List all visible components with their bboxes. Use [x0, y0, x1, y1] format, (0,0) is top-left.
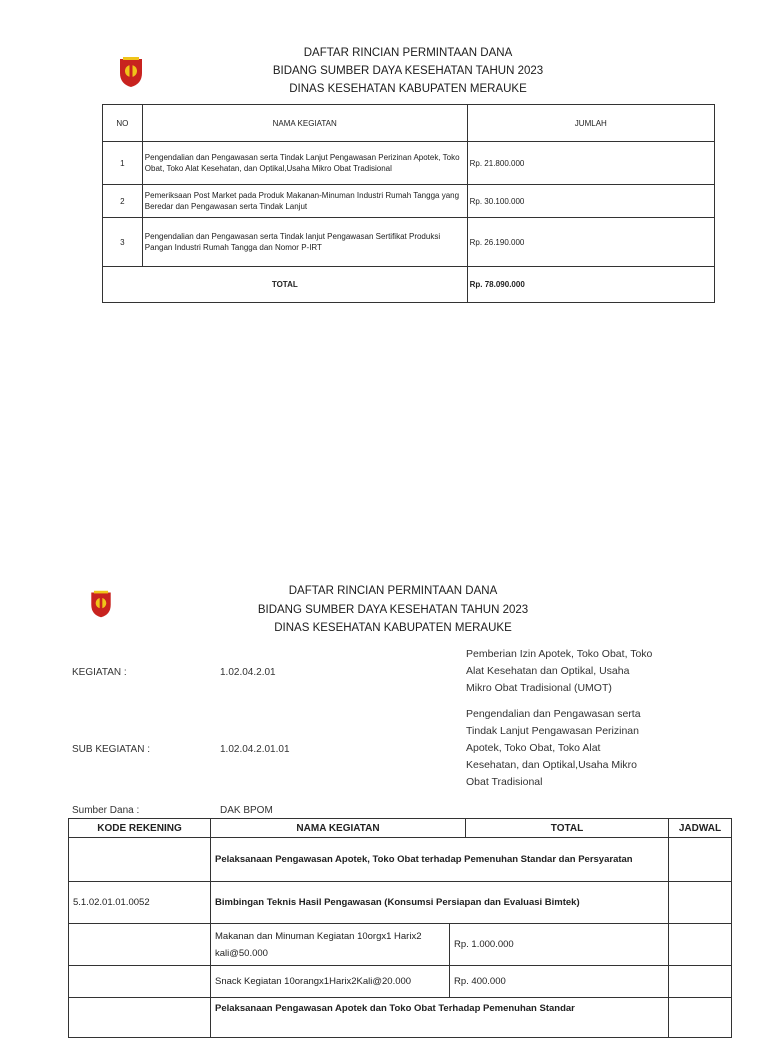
row-cut: Pelaksanaan Pengawasan Apotek dan Toko Obat Terhadap Pemenuhan Standar — [211, 998, 669, 1038]
sub-kegiatan-description — [466, 706, 716, 791]
jadwal-cell — [669, 924, 732, 966]
total-row — [103, 267, 715, 303]
row-no: 3 — [103, 218, 143, 267]
header-jadwal: JADWAL — [669, 819, 732, 838]
row-no: 2 — [103, 185, 143, 218]
sub-kegiatan-desc-line: Tindak Lanjut Pengawasan Perizinan — [466, 725, 639, 737]
table-row — [69, 838, 732, 882]
row-jumlah: Rp. 30.100.000 — [467, 185, 714, 218]
page1-title — [208, 44, 608, 98]
kode-cell-empty — [69, 838, 211, 882]
sub-kegiatan-label: SUB KEGIATAN : — [72, 744, 150, 755]
row-jumlah: Rp. 26.190.000 — [467, 218, 714, 267]
header-nama-kegiatan: NAMA KEGIATAN — [142, 105, 467, 142]
header-nama-kegiatan: NAMA KEGIATAN — [211, 819, 466, 838]
dinkes-logo-bottom — [86, 588, 120, 622]
detail-table — [68, 818, 732, 1038]
page1-title-line-3: DINAS KESEHATAN KABUPATEN MERAUKE — [289, 83, 527, 95]
jadwal-cell — [669, 998, 732, 1038]
page1-title-line-2: BIDANG SUMBER DAYA KESEHATAN TAHUN 2023 — [272, 65, 544, 77]
header-total: TOTAL — [466, 819, 669, 838]
item-nama: Makanan dan Minuman Kegiatan 10orgx1 Harix2 kali@50.000 — [211, 924, 450, 966]
dinkes-logo-top — [114, 55, 148, 89]
total-label: TOTAL — [103, 267, 468, 303]
kegiatan-desc-line: Mikro Obat Tradisional (UMOT) — [466, 682, 612, 694]
jadwal-cell — [669, 882, 732, 924]
row-no: 1 — [103, 142, 143, 185]
summary-table-header — [103, 105, 715, 142]
jadwal-cell — [669, 838, 732, 882]
header-no: NO — [103, 105, 143, 142]
table-row — [103, 185, 715, 218]
page2-title — [188, 582, 598, 638]
table-row — [69, 882, 732, 924]
table-row — [69, 998, 732, 1038]
sub-kegiatan-desc-line: Apotek, Toko Obat, Toko Alat — [466, 742, 601, 754]
row-bimtek: Bimbingan Teknis Hasil Pengawasan (Konsumsi Persiapan dan Evaluasi Bimtek) — [211, 882, 669, 924]
item-total: Rp. 1.000.000 — [450, 924, 669, 966]
summary-table — [102, 104, 715, 303]
jadwal-cell — [669, 966, 732, 998]
row-nama: Pengendalian dan Pengawasan serta Tindak lanjut Pengawasan Sertifikat Produksi Pangan Industri Rumah Tangga dan Nomor P-IRT — [142, 218, 467, 267]
total-value: Rp. 78.090.000 — [467, 267, 714, 303]
table-row — [69, 924, 732, 966]
sumber-dana-value: DAK BPOM — [220, 805, 273, 816]
kegiatan-desc-line: Pemberian Izin Apotek, Toko Obat, Toko — [466, 648, 653, 660]
kode-cell-empty — [69, 924, 211, 966]
sub-kegiatan-code: 1.02.04.2.01.01 — [220, 744, 290, 755]
page2-title-line-3: DINAS KESEHATAN KABUPATEN MERAUKE — [274, 622, 512, 634]
kode-rekening-cell: 5.1.02.01.01.0052 — [69, 882, 211, 924]
page2-title-line-2: BIDANG SUMBER DAYA KESEHATAN TAHUN 2023 — [257, 603, 529, 616]
page2-title-line-1: DAFTAR RINCIAN PERMINTAAN DANA — [288, 585, 498, 597]
sub-kegiatan-desc-line: Obat Tradisional — [466, 776, 543, 788]
row-heading: Pelaksanaan Pengawasan Apotek, Toko Obat terhadap Pemenuhan Standar dan Persyaratan — [211, 838, 669, 882]
sub-kegiatan-desc-line: Kesehatan, dan Optikal,Usaha Mikro — [466, 759, 638, 771]
header-jumlah: JUMLAH — [467, 105, 714, 142]
kegiatan-description — [466, 646, 716, 697]
kegiatan-label: KEGIATAN : — [72, 667, 127, 678]
kode-cell-empty — [69, 998, 211, 1038]
row-jumlah: Rp. 21.800.000 — [467, 142, 714, 185]
kegiatan-desc-line: Alat Kesehatan dan Optikal, Usaha — [466, 665, 630, 677]
item-nama: Snack Kegiatan 10orangx1Harix2Kali@20.000 — [211, 966, 450, 998]
table-row — [69, 966, 732, 998]
table-row — [103, 142, 715, 185]
table-row — [103, 218, 715, 267]
header-kode-rekening: KODE REKENING — [69, 819, 211, 838]
row-nama: Pengendalian dan Pengawasan serta Tindak Lanjut Pengawasan Perizinan Apotek, Toko Obat, Toko Alat Kesehatan, dan Optikal,Usaha Mikro Obat Tradisional — [142, 142, 467, 185]
sub-kegiatan-desc-line: Pengendalian dan Pengawasan serta — [466, 708, 641, 720]
kegiatan-code: 1.02.04.2.01 — [220, 667, 276, 678]
item-total: Rp. 400.000 — [450, 966, 669, 998]
row-nama: Pemeriksaan Post Market pada Produk Makanan-Minuman Industri Rumah Tangga yang Beredar dan Pengawasan serta Tindak Lanjut — [142, 185, 467, 218]
kode-cell-empty — [69, 966, 211, 998]
sumber-dana-label: Sumber Dana : — [72, 805, 140, 816]
page1-title-line-1: DAFTAR RINCIAN PERMINTAAN DANA — [303, 47, 513, 59]
detail-table-header — [69, 819, 732, 838]
